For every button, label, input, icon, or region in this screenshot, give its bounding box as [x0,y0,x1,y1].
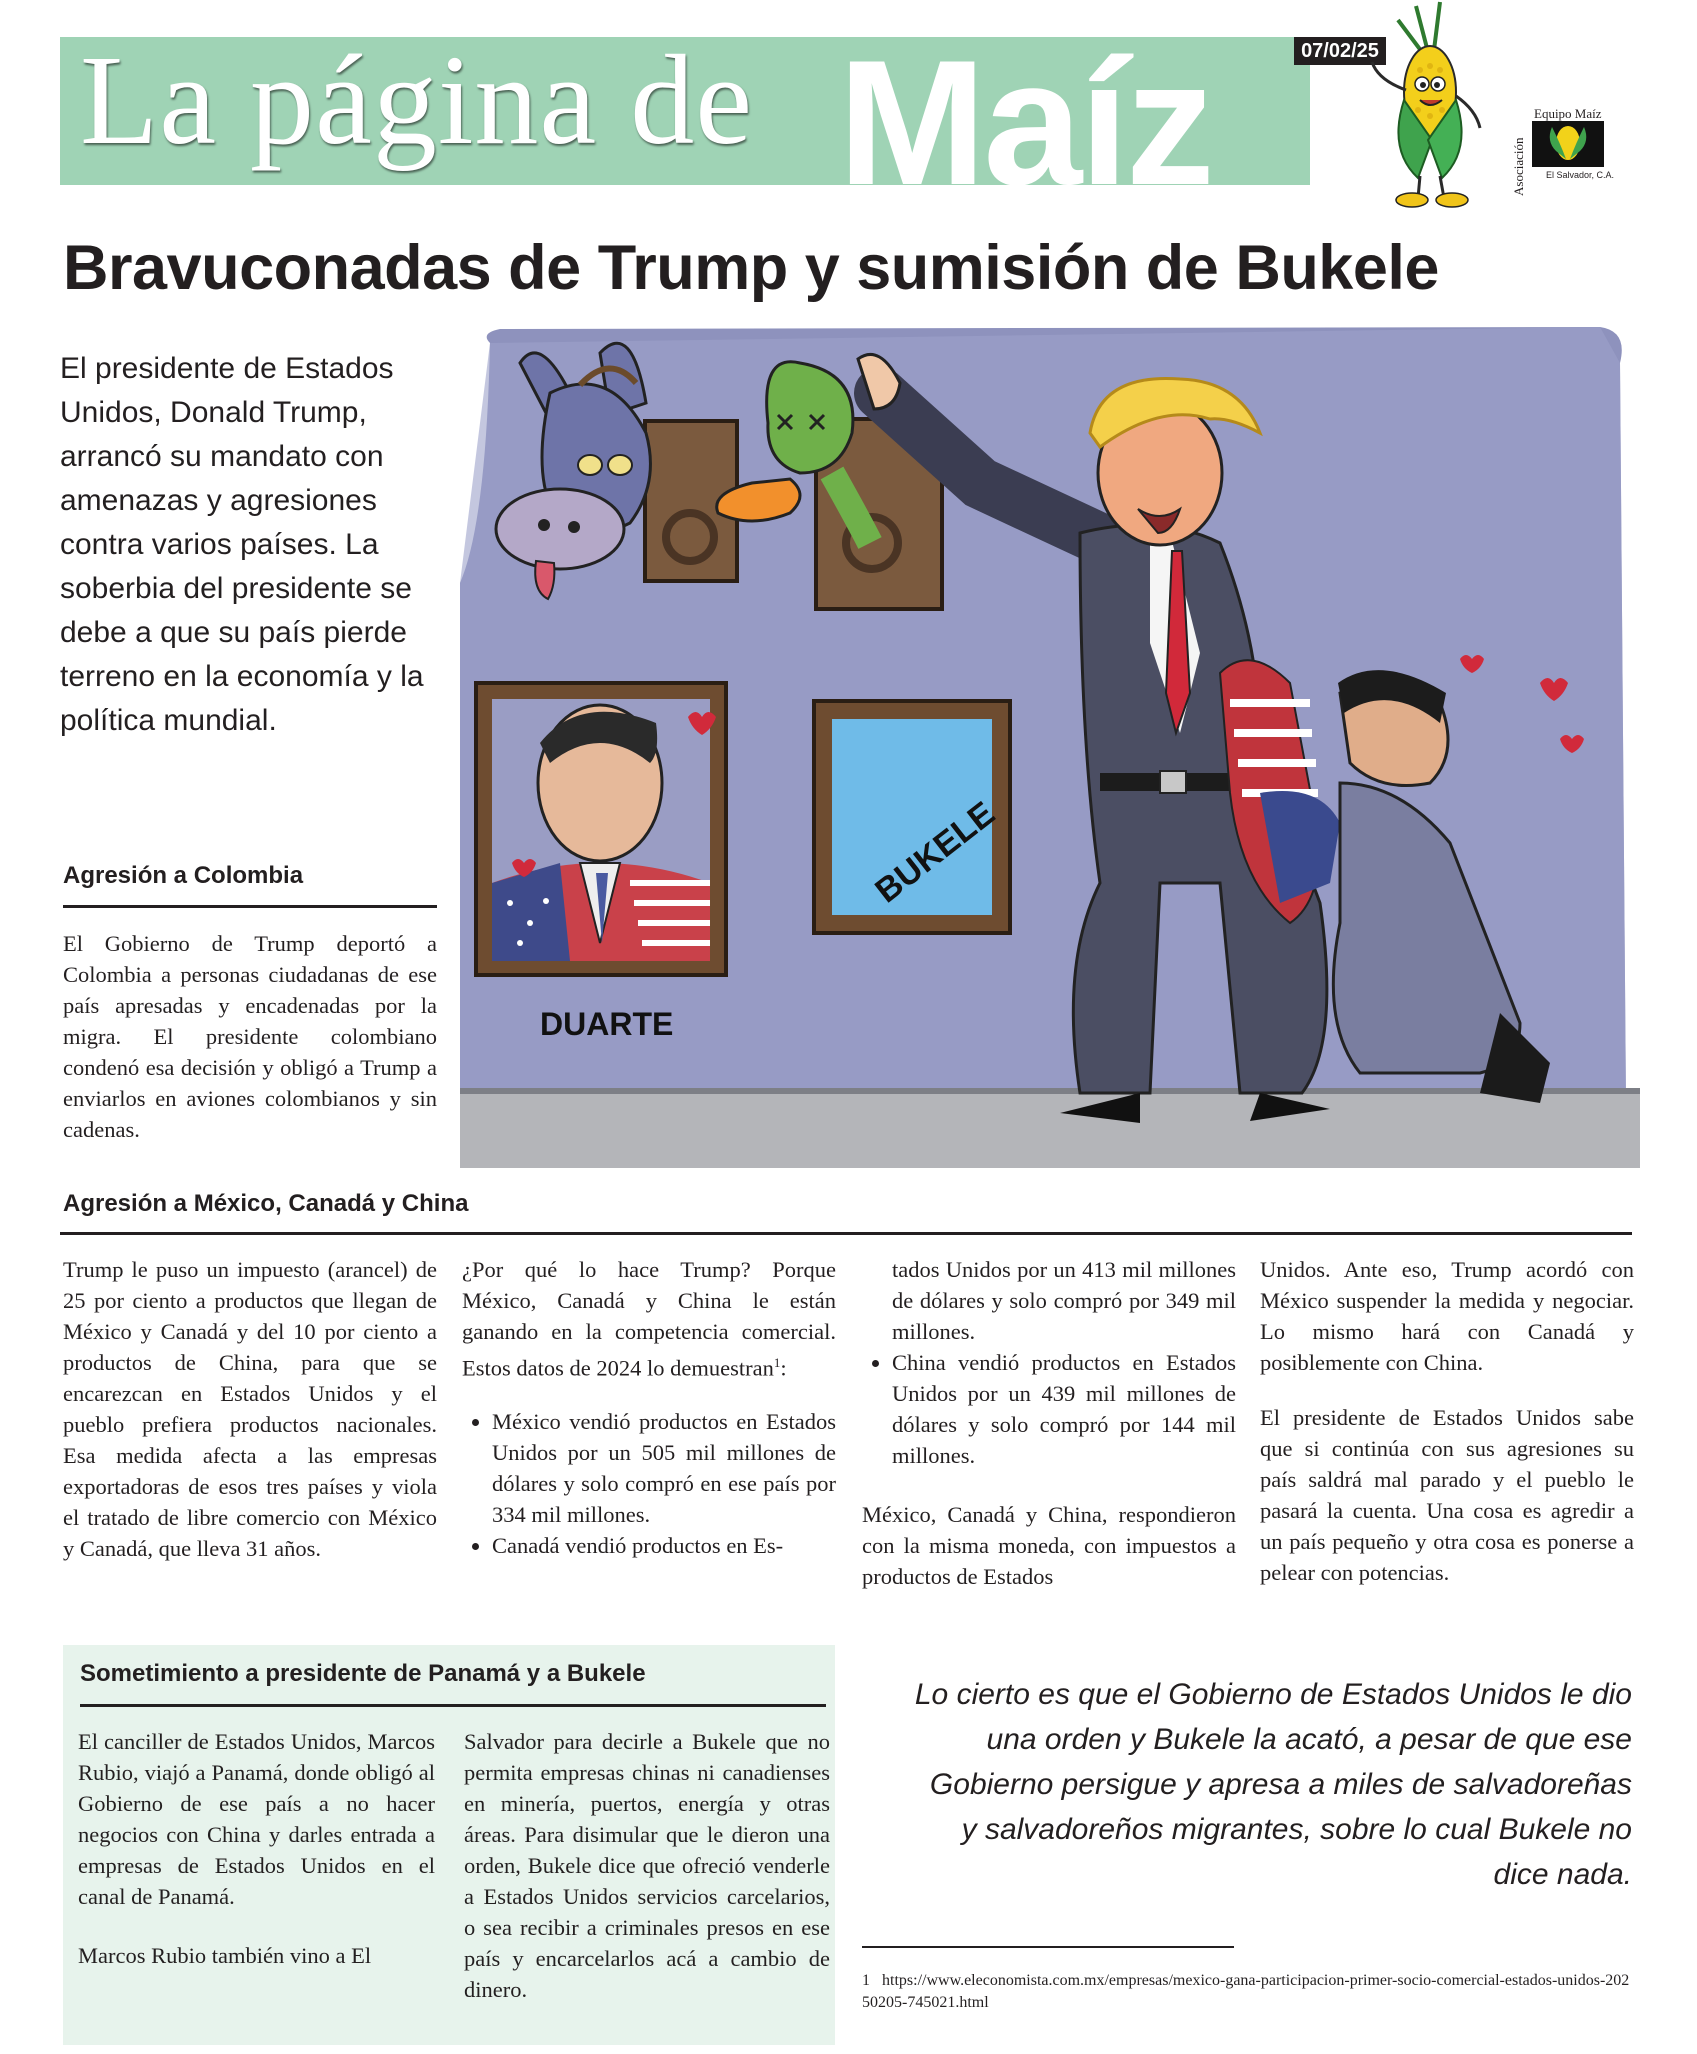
assoc-label-text: Asociación [1511,137,1526,196]
mexico-col3-para: México, Canadá y China, respondieron con la misma moneda, con impuestos a productos de Estados [862,1502,1236,1589]
mexico-heading: Agresión a México, Canadá y China [63,1190,469,1217]
colombia-body: El Gobierno de Trump deportó a Colombia a personas ciudadanas de ese país apresadas y encadenadas por la migra. El presidente colombiano condenó esa decisión y obligó a Trump a enviarlos en aviones colombianos y sin cadenas. [63,931,437,1142]
corn-logo-icon [1532,121,1604,167]
cartoon-label-bukele: BUKELE [868,794,1002,911]
mexico-rule [60,1232,1632,1235]
bullet-canada-cont: tados Unidos por un 413 mil millones de dólares y solo compró por 349 mil millones. [892,1257,1236,1344]
issue-number: Nº 999 [1508,55,1615,100]
panama-heading: Sometimiento a presidente de Panamá y a Bukele [80,1660,646,1687]
panama-rule [80,1704,826,1707]
footnote-rule [862,1946,1234,1948]
corn-mascot-icon [1358,0,1498,212]
mexico-col3 [862,1254,1236,1592]
assoc-label-vertical [1508,112,1528,198]
duarte-portrait-frame [476,683,726,975]
masthead-title-part1: La página de [80,29,753,171]
issue-date: 07/02/25 [1294,37,1386,65]
assoc-country: El Salvador, C.A. [1546,170,1615,180]
footnote-number: 1 [862,1972,870,1989]
footnote-url[interactable]: https://www.eleconomista.com.mx/empresas/mexico-gana-participacion-primer-socio-comercial-estados-unidos-20250205-745021.html [862,1972,1630,2011]
colombia-heading: Agresión a Colombia [63,862,304,889]
bullet-china: • China vendió productos en Estados Unidos por un 439 mil millones de dólares y solo compró por 144 mil millones. [892,1347,1236,1471]
lead-paragraph: El presidente de Estados Unidos, Donald Trump, arrancó su mandato con amenazas y agresiones contra varios países. La soberbia del presidente se debe a que su país pierde terreno en la economía y la política mundial. [60,352,424,737]
footnote [862,1970,1634,2014]
cartoon-label-duarte: DUARTE [540,1006,674,1042]
panama-col1-para1: El canciller de Estados Unidos, Marcos Rubio, viajó a Panamá, donde obligó al Gobierno de ese país a no hacer negocios con China y darles entrada a empresas de Estados Unidos en el canal de Panamá. [78,1729,435,1909]
page-headline: Bravuconadas de Trump y sumisión de Bukele [63,233,1439,303]
footnote-marker: 1 [773,1355,781,1370]
mexico-col1: Trump le puso un impuesto (arancel) de 25 por ciento a productos que llegan de México y Canadá y del 10 por ciento a productos de China, para que se encarezcan en Estados Unidos y el pueblo prefiera productos nacionales. Esa medida afecta a las empresas exportadoras de esos tres países y viola el tratado de libre comercio con México y Canadá, que lleva 31 años. [63,1257,437,1561]
masthead-title-part2: Maíz [838,23,1212,222]
panama-col2: Salvador para decirle a Bukele que no permita empresas chinas ni canadienses en minería, puertos, energía y otras áreas. Para disimular que le dieron una orden, Bukele dice que ofreció venderle a Estados Unidos servicios carcelarios, o sea recibir a criminales presos en ese país y encarcelarlos acá a cambio de dinero. [464,1729,830,2002]
panama-col1-para2: Marcos Rubio también vino a El [78,1943,372,1968]
mexico-col2-intro: ¿Por qué lo hace Trump? Porque México, Canadá y China le están ganando en la competencia comercial. Estos datos de 2024 lo demuestran$^1$: [462,1257,836,1381]
panama-col1 [78,1726,435,1971]
mexico-col4 [1260,1254,1634,1588]
mexico-col4-para2: El presidente de Estados Unidos sabe que si continúa con sus agresiones su país saldrá mal parado y el pueblo le pasará la cuenta. Una cosa es agredir a un país pequeño y otra cosa es ponerse a pelear con potencias. [1260,1405,1634,1585]
pull-quote: Lo cierto es que el Gobierno de Estados Unidos le dio una orden y Bukele la acató, a pesar de que ese Gobierno persigue y apresa a miles de salvadoreñas y salvadoreños migrantes, sobre lo cual Bukele no dice nada. [914,1678,1632,1891]
bullet-canada-start: • Canadá vendió productos en Es- [492,1530,836,1561]
mexico-col2 [462,1254,836,1561]
mexico-col4-para1: Unidos. Ante eso, Trump acordó con México suspender la medida y negociar. Lo mismo hará con Canadá y posiblemente con China. [1260,1257,1634,1375]
bullet-mexico: • México vendió productos en Estados Unidos por un 505 mil millones de dólares y solo compró en ese país por 334 mil millones. [492,1406,836,1530]
assoc-name: Equipo Maíz [1534,106,1602,121]
colombia-rule [63,905,437,908]
political-cartoon [460,323,1640,1168]
